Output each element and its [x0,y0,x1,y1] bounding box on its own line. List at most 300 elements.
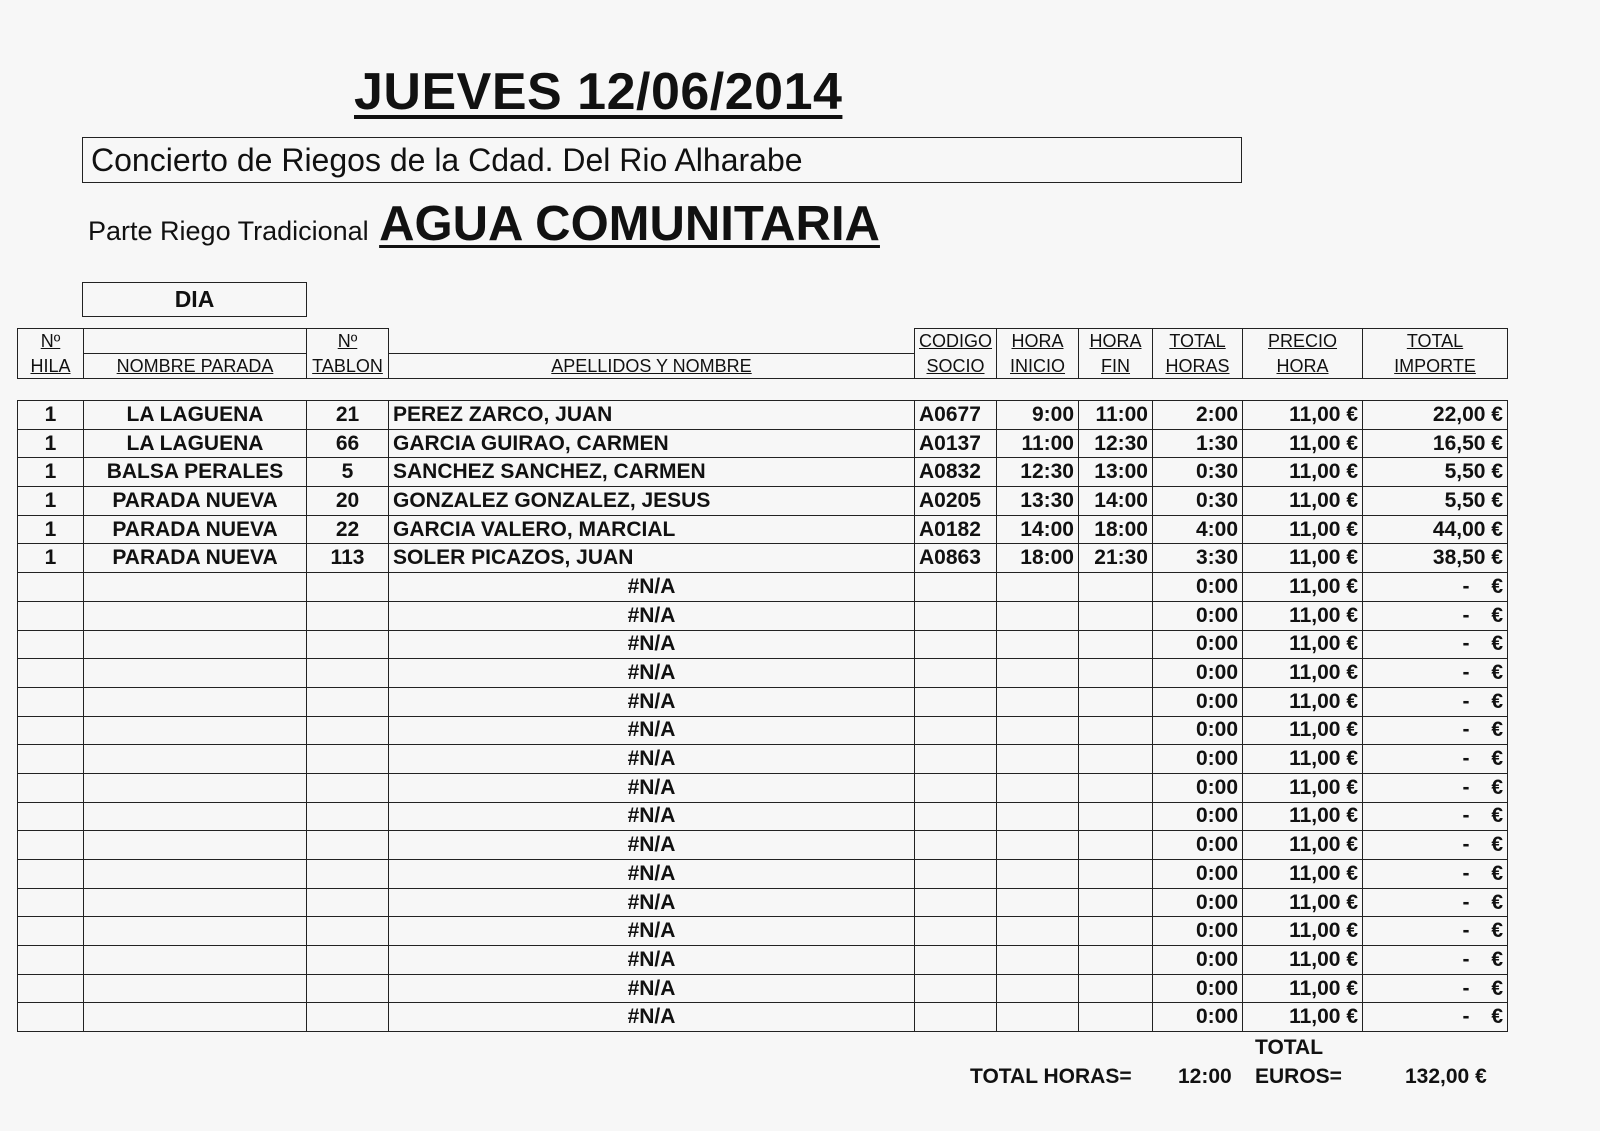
cell-hila [18,831,84,860]
cell-hila: 1 [18,515,84,544]
cell-precio-hora: 11,00 € [1243,515,1363,544]
cell-hila: 1 [18,487,84,516]
cell-hora-fin: 11:00 [1079,401,1153,430]
cell-tablon [307,773,389,802]
cell-total-importe: 5,50 € [1363,487,1508,516]
euro-sign: € [1491,632,1503,656]
cell-hora-inicio [997,573,1079,602]
parte-heading [88,196,880,252]
cell-total-horas: 3:30 [1153,544,1243,573]
importe-dash: - [1462,574,1470,598]
cell-hora-inicio [997,687,1079,716]
cell-parada: PARADA NUEVA [84,544,307,573]
cell-hora-inicio [997,860,1079,889]
importe-dash: - [1462,632,1470,656]
cell-total-horas: 0:00 [1153,573,1243,602]
organization-box [82,137,1242,183]
total-euros-label: EUROS= [1255,1065,1342,1088]
col-tablon-header: TABLON [307,353,389,378]
table-header [17,328,1508,379]
cell-tablon [307,716,389,745]
cell-parada [84,601,307,630]
cell-total-horas: 0:00 [1153,773,1243,802]
cell-codigo [915,716,997,745]
table-row [18,745,1508,774]
euro-sign: € [1491,861,1503,885]
cell-nombre: GONZALEZ GONZALEZ, JESUS [389,487,915,516]
cell-hora-inicio [997,716,1079,745]
total-euros-value: 132,00 € [1405,1065,1487,1088]
cell-hora-inicio [997,1003,1079,1032]
cell-codigo: A0182 [915,515,997,544]
cell-precio-hora: 11,00 € [1243,429,1363,458]
col-codigo-top: CODIGO [915,329,997,354]
cell-hora-inicio: 13:30 [997,487,1079,516]
cell-hora-inicio [997,659,1079,688]
cell-parada: PARADA NUEVA [84,515,307,544]
cell-total-importe: 22,00 € [1363,401,1508,430]
cell-codigo: A0677 [915,401,997,430]
euro-sign: € [1491,1005,1503,1029]
cell-hila [18,802,84,831]
cell-total-horas: 0:00 [1153,630,1243,659]
cell-parada [84,917,307,946]
cell-nombre: PEREZ ZARCO, JUAN [389,401,915,430]
importe-dash: - [1462,661,1470,685]
total-euros-label-top: TOTAL [1255,1036,1324,1059]
cell-codigo [915,946,997,975]
cell-total-importe: 16,50 € [1363,429,1508,458]
col-codigo-header: SOCIO [915,353,997,378]
table-row [18,401,1508,430]
cell-tablon [307,573,389,602]
cell-precio-hora: 11,00 € [1243,401,1363,430]
euro-sign: € [1491,574,1503,598]
cell-nombre: #N/A [389,716,915,745]
cell-total-importe: 38,50 € [1363,544,1508,573]
cell-total-horas: 0:00 [1153,802,1243,831]
cell-precio-hora: 11,00 € [1243,1003,1363,1032]
col-parada-header: NOMBRE PARADA [84,353,307,378]
cell-total-horas: 0:00 [1153,1003,1243,1032]
table-row [18,458,1508,487]
cell-parada [84,716,307,745]
cell-tablon: 5 [307,458,389,487]
cell-total-horas: 0:00 [1153,745,1243,774]
cell-precio-hora: 11,00 € [1243,544,1363,573]
col-hila-top: Nº [18,329,84,354]
importe-dash: - [1462,861,1470,885]
cell-hila: 1 [18,458,84,487]
cell-parada [84,1003,307,1032]
cell-total-importe [1363,716,1508,745]
cell-precio-hora: 11,00 € [1243,716,1363,745]
cell-hora-inicio: 14:00 [997,515,1079,544]
table-row [18,946,1508,975]
cell-nombre: GARCIA GUIRAO, CARMEN [389,429,915,458]
cell-parada [84,745,307,774]
cell-tablon [307,659,389,688]
cell-hora-fin [1079,831,1153,860]
col-apellidos-top [389,329,915,354]
cell-hila [18,917,84,946]
cell-hora-fin [1079,687,1153,716]
cell-nombre: #N/A [389,630,915,659]
cell-hora-inicio [997,946,1079,975]
cell-precio-hora: 11,00 € [1243,687,1363,716]
col-fin-header: FIN [1079,353,1153,378]
importe-dash: - [1462,775,1470,799]
cell-hora-inicio [997,888,1079,917]
cell-total-horas: 2:00 [1153,401,1243,430]
col-inicio-top: HORA [997,329,1079,354]
cell-hila [18,687,84,716]
cell-precio-hora: 11,00 € [1243,917,1363,946]
cell-hora-inicio [997,802,1079,831]
cell-hila [18,860,84,889]
cell-precio-hora: 11,00 € [1243,573,1363,602]
cell-precio-hora: 11,00 € [1243,458,1363,487]
cell-total-horas: 0:00 [1153,601,1243,630]
total-horas-label: TOTAL HORAS= [970,1065,1132,1088]
cell-hora-inicio [997,917,1079,946]
col-apellidos-header: APELLIDOS Y NOMBRE [389,353,915,378]
header-row-bottom [18,353,1508,378]
cell-codigo: A0205 [915,487,997,516]
cell-hila [18,773,84,802]
euro-sign: € [1491,890,1503,914]
cell-precio-hora: 11,00 € [1243,802,1363,831]
cell-nombre: #N/A [389,888,915,917]
cell-precio-hora: 11,00 € [1243,487,1363,516]
cell-hora-fin [1079,888,1153,917]
cell-total-importe [1363,1003,1508,1032]
cell-total-horas: 0:00 [1153,716,1243,745]
cell-hora-fin [1079,630,1153,659]
table-row [18,429,1508,458]
cell-total-horas: 0:00 [1153,888,1243,917]
cell-nombre: #N/A [389,831,915,860]
cell-total-horas: 0:00 [1153,860,1243,889]
cell-hora-fin [1079,659,1153,688]
cell-codigo [915,745,997,774]
col-fin-top: HORA [1079,329,1153,354]
cell-hora-fin: 14:00 [1079,487,1153,516]
cell-total-horas: 0:00 [1153,974,1243,1003]
cell-hila [18,1003,84,1032]
cell-nombre: #N/A [389,773,915,802]
euro-sign: € [1491,603,1503,627]
euro-sign: € [1491,833,1503,857]
cell-codigo [915,1003,997,1032]
euro-sign: € [1491,947,1503,971]
cell-total-horas: 0:00 [1153,946,1243,975]
cell-hora-inicio [997,745,1079,774]
cell-total-importe [1363,773,1508,802]
cell-precio-hora: 11,00 € [1243,974,1363,1003]
cell-precio-hora: 11,00 € [1243,888,1363,917]
cell-parada: PARADA NUEVA [84,487,307,516]
cell-codigo [915,573,997,602]
col-horas-top: TOTAL [1153,329,1243,354]
cell-hora-fin [1079,1003,1153,1032]
col-inicio-header: INICIO [997,353,1079,378]
cell-total-horas: 1:30 [1153,429,1243,458]
cell-codigo [915,773,997,802]
cell-tablon [307,745,389,774]
cell-hora-inicio [997,974,1079,1003]
cell-nombre: GARCIA VALERO, MARCIAL [389,515,915,544]
importe-dash: - [1462,919,1470,943]
euro-sign: € [1491,661,1503,685]
total-horas-value: 12:00 [1178,1065,1232,1088]
cell-codigo [915,831,997,860]
cell-tablon [307,974,389,1003]
cell-hora-fin [1079,946,1153,975]
cell-nombre: #N/A [389,917,915,946]
table-row [18,802,1508,831]
euro-sign: € [1491,747,1503,771]
cell-precio-hora: 11,00 € [1243,946,1363,975]
table-row [18,601,1508,630]
cell-total-importe [1363,601,1508,630]
cell-codigo: A0832 [915,458,997,487]
cell-codigo: A0863 [915,544,997,573]
cell-codigo [915,687,997,716]
cell-total-importe [1363,917,1508,946]
table-row [18,888,1508,917]
cell-tablon [307,831,389,860]
importe-dash: - [1462,890,1470,914]
col-importe-header: IMPORTE [1363,353,1508,378]
table-row [18,860,1508,889]
cell-hila [18,716,84,745]
cell-total-importe [1363,659,1508,688]
cell-nombre: #N/A [389,687,915,716]
cell-tablon [307,1003,389,1032]
cell-parada [84,831,307,860]
cell-tablon [307,687,389,716]
cell-parada [84,974,307,1003]
col-tablon-top: Nº [307,329,389,354]
cell-codigo [915,601,997,630]
cell-total-importe [1363,573,1508,602]
cell-hora-inicio [997,601,1079,630]
cell-total-importe [1363,802,1508,831]
cell-tablon [307,917,389,946]
cell-total-importe [1363,687,1508,716]
col-hila-header: HILA [18,353,84,378]
cell-parada: BALSA PERALES [84,458,307,487]
euro-sign: € [1491,804,1503,828]
table-row [18,544,1508,573]
table-row [18,917,1508,946]
cell-tablon [307,860,389,889]
cell-nombre: #N/A [389,659,915,688]
importe-dash: - [1462,833,1470,857]
data-table [17,400,1508,1032]
cell-hora-inicio: 18:00 [997,544,1079,573]
table-row [18,974,1508,1003]
cell-hila [18,659,84,688]
cell-codigo [915,630,997,659]
cell-hora-fin [1079,860,1153,889]
cell-total-horas: 4:00 [1153,515,1243,544]
importe-dash: - [1462,1005,1470,1029]
table-row [18,515,1508,544]
cell-tablon [307,802,389,831]
importe-dash: - [1462,947,1470,971]
table-row [18,659,1508,688]
cell-parada [84,888,307,917]
cell-parada [84,802,307,831]
cell-hora-inicio [997,831,1079,860]
cell-nombre: #N/A [389,1003,915,1032]
table-row [18,1003,1508,1032]
dia-box [82,282,307,317]
euro-sign: € [1491,919,1503,943]
cell-hila [18,630,84,659]
table-row [18,630,1508,659]
cell-nombre: #N/A [389,745,915,774]
cell-nombre: SANCHEZ SANCHEZ, CARMEN [389,458,915,487]
cell-precio-hora: 11,00 € [1243,831,1363,860]
cell-hora-fin [1079,917,1153,946]
cell-total-importe: 44,00 € [1363,515,1508,544]
cell-tablon [307,630,389,659]
cell-parada [84,860,307,889]
cell-hora-inicio [997,773,1079,802]
cell-tablon [307,888,389,917]
cell-nombre: #N/A [389,601,915,630]
cell-codigo: A0137 [915,429,997,458]
cell-parada [84,573,307,602]
importe-dash: - [1462,747,1470,771]
cell-codigo [915,888,997,917]
cell-tablon: 66 [307,429,389,458]
euro-sign: € [1491,689,1503,713]
importe-dash: - [1462,603,1470,627]
cell-hora-fin: 21:30 [1079,544,1153,573]
cell-parada [84,630,307,659]
cell-hila: 1 [18,544,84,573]
cell-total-horas: 0:00 [1153,917,1243,946]
cell-codigo [915,917,997,946]
cell-precio-hora: 11,00 € [1243,860,1363,889]
cell-total-horas: 0:00 [1153,659,1243,688]
table-row [18,487,1508,516]
cell-parada [84,659,307,688]
cell-total-horas: 0:30 [1153,458,1243,487]
cell-total-importe [1363,946,1508,975]
table-row [18,831,1508,860]
cell-hora-fin [1079,601,1153,630]
cell-total-importe [1363,630,1508,659]
cell-tablon [307,946,389,975]
organization-name: Concierto de Riegos de la Cdad. Del Rio Alharabe [91,142,803,178]
cell-tablon: 22 [307,515,389,544]
cell-hora-fin: 13:00 [1079,458,1153,487]
cell-precio-hora: 11,00 € [1243,745,1363,774]
importe-dash: - [1462,689,1470,713]
cell-hora-fin [1079,573,1153,602]
dia-label: DIA [174,286,215,312]
cell-precio-hora: 11,00 € [1243,601,1363,630]
cell-hila [18,888,84,917]
cell-tablon: 113 [307,544,389,573]
table-row [18,773,1508,802]
cell-parada [84,773,307,802]
cell-precio-hora: 11,00 € [1243,659,1363,688]
col-horas-header: HORAS [1153,353,1243,378]
cell-hora-fin [1079,974,1153,1003]
cell-total-importe [1363,974,1508,1003]
cell-hora-inicio: 9:00 [997,401,1079,430]
cell-total-horas: 0:00 [1153,831,1243,860]
table-row [18,687,1508,716]
col-precio-header: HORA [1243,353,1363,378]
cell-tablon [307,601,389,630]
cell-total-horas: 0:00 [1153,687,1243,716]
cell-hora-fin: 18:00 [1079,515,1153,544]
cell-hora-inicio: 12:30 [997,458,1079,487]
cell-codigo [915,860,997,889]
cell-total-horas: 0:30 [1153,487,1243,516]
cell-tablon: 20 [307,487,389,516]
cell-hora-fin [1079,716,1153,745]
cell-total-importe: 5,50 € [1363,458,1508,487]
cell-parada: LA LAGUENA [84,429,307,458]
cell-nombre: #N/A [389,802,915,831]
page-title: JUEVES 12/06/2014 [354,63,843,121]
cell-codigo [915,974,997,1003]
table-row [18,716,1508,745]
cell-hila [18,601,84,630]
cell-parada: LA LAGUENA [84,401,307,430]
cell-hila: 1 [18,401,84,430]
importe-dash: - [1462,718,1470,742]
cell-parada [84,687,307,716]
euro-sign: € [1491,718,1503,742]
cell-nombre: #N/A [389,946,915,975]
cell-hila [18,974,84,1003]
cell-hila: 1 [18,429,84,458]
cell-hora-fin [1079,745,1153,774]
cell-hora-inicio: 11:00 [997,429,1079,458]
cell-hora-inicio [997,630,1079,659]
cell-hila [18,946,84,975]
cell-nombre: #N/A [389,860,915,889]
cell-total-importe [1363,831,1508,860]
cell-total-importe [1363,860,1508,889]
cell-hora-fin [1079,773,1153,802]
parte-label: Parte Riego Tradicional [88,216,369,246]
cell-codigo [915,659,997,688]
cell-codigo [915,802,997,831]
cell-nombre: SOLER PICAZOS, JUAN [389,544,915,573]
importe-dash: - [1462,804,1470,828]
cell-tablon: 21 [307,401,389,430]
cell-total-importe [1363,888,1508,917]
cell-nombre: #N/A [389,974,915,1003]
col-importe-top: TOTAL [1363,329,1508,354]
parte-main-title: AGUA COMUNITARIA [379,197,880,251]
cell-nombre: #N/A [389,573,915,602]
cell-parada [84,946,307,975]
cell-total-importe [1363,745,1508,774]
cell-hora-fin: 12:30 [1079,429,1153,458]
table-row [18,573,1508,602]
